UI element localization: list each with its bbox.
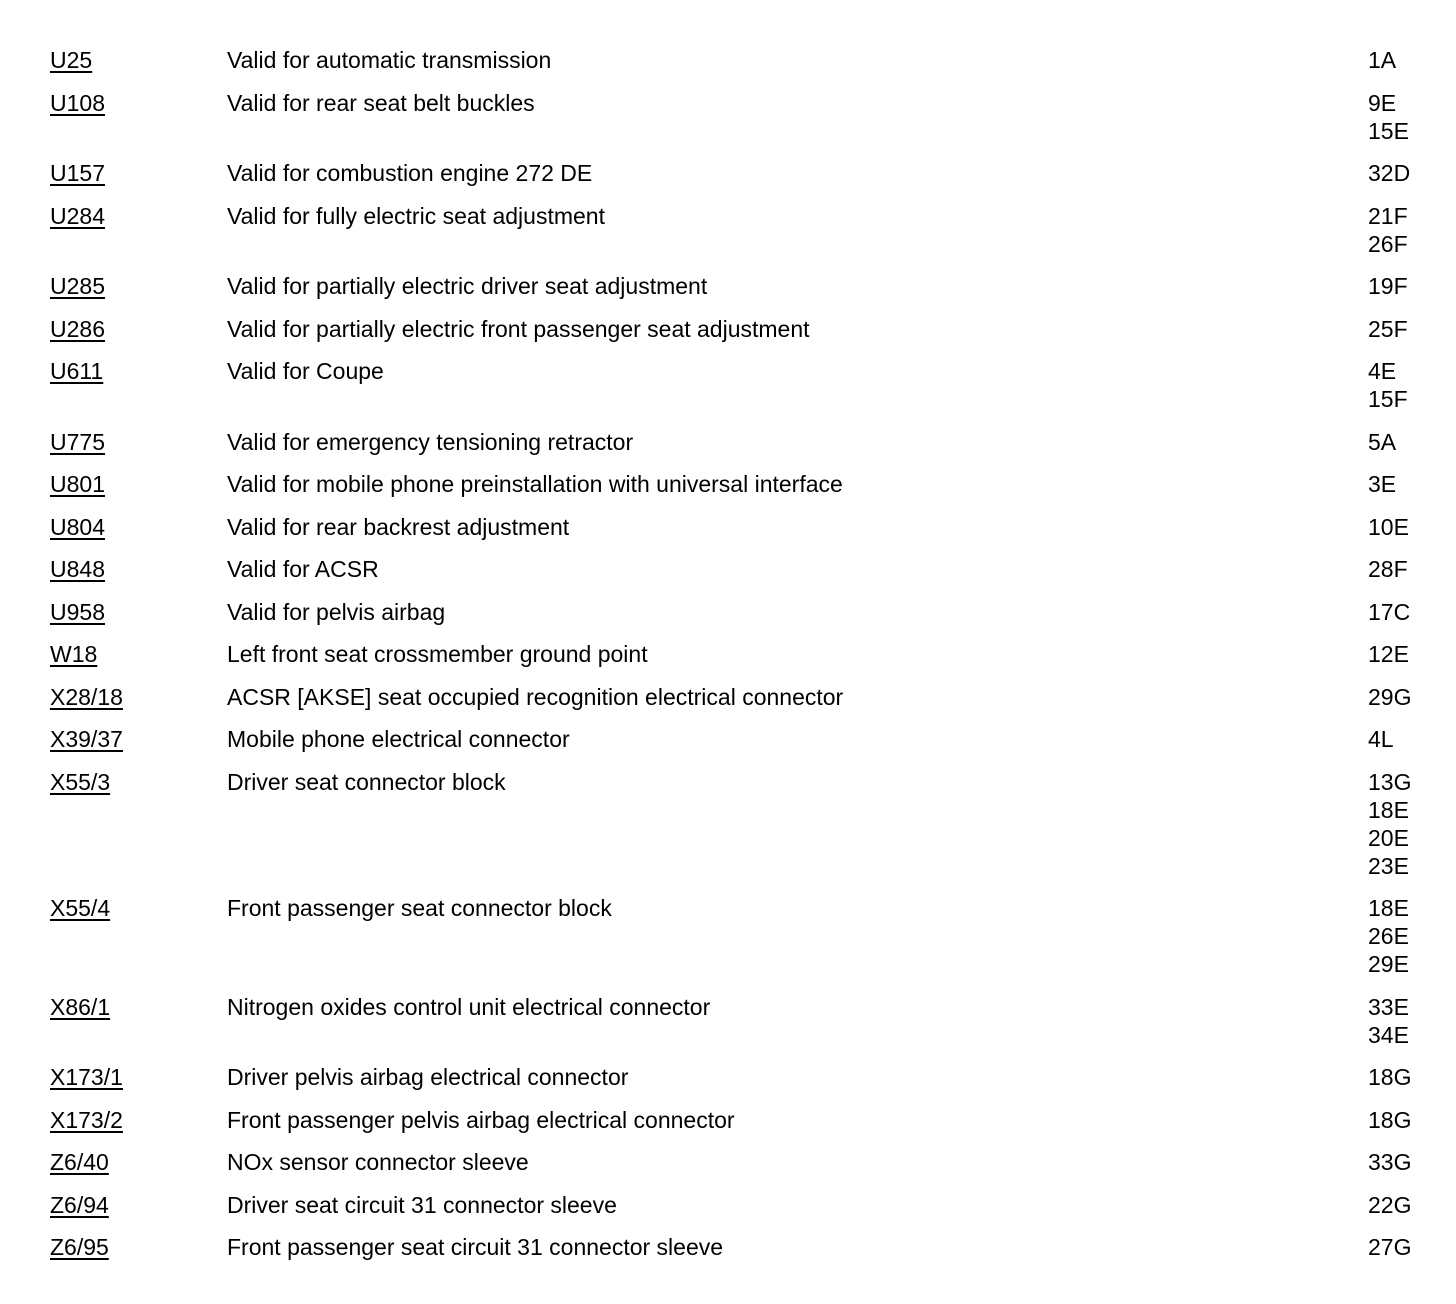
legend-row (50, 159, 1430, 187)
grid-reference-list (1368, 1191, 1430, 1219)
component-code-link[interactable]: U157 (50, 160, 105, 186)
grid-reference: 34E (1368, 1021, 1409, 1048)
grid-reference-list (1368, 315, 1430, 343)
grid-reference: 21F (1368, 202, 1408, 229)
component-description: Valid for partially electric driver seat adjustment (227, 273, 708, 299)
grid-reference: 19F (1368, 273, 1408, 299)
component-description: Valid for ACSR (227, 556, 379, 582)
legend-row (50, 683, 1430, 711)
grid-reference-list (1368, 513, 1430, 541)
component-legend-list (50, 46, 1430, 1276)
grid-reference: 28F (1368, 556, 1408, 582)
component-code-link[interactable]: U848 (50, 556, 105, 582)
component-description: ACSR [AKSE] seat occupied recognition electrical connector (227, 683, 844, 710)
component-code-link[interactable]: X173/2 (50, 1106, 123, 1133)
component-description: Left front seat crossmember ground point (227, 641, 648, 667)
grid-reference: 18E (1368, 895, 1409, 921)
grid-reference-list (1368, 202, 1430, 258)
component-description: Front passenger pelvis airbag electrical connector (227, 1106, 735, 1133)
legend-row (50, 1233, 1430, 1261)
component-code-link[interactable]: U801 (50, 471, 105, 497)
grid-reference-list (1368, 993, 1430, 1049)
legend-row (50, 315, 1430, 343)
grid-reference-list (1368, 768, 1430, 880)
grid-reference: 15F (1368, 386, 1408, 412)
grid-reference: 12E (1368, 641, 1409, 667)
grid-reference-list (1368, 357, 1430, 413)
legend-row (50, 46, 1430, 74)
grid-reference: 22G (1368, 1191, 1412, 1218)
component-code-link[interactable]: X39/37 (50, 726, 123, 752)
grid-reference-list (1368, 46, 1430, 74)
grid-reference: 29E (1368, 951, 1409, 977)
grid-reference: 33E (1368, 993, 1409, 1020)
grid-reference: 4L (1368, 726, 1394, 752)
component-code-link[interactable]: X28/18 (50, 683, 123, 710)
component-description: Valid for rear seat belt buckles (227, 89, 535, 116)
grid-reference-list (1368, 555, 1430, 583)
legend-row (50, 1063, 1430, 1091)
grid-reference: 13G (1368, 768, 1412, 795)
legend-row (50, 894, 1430, 978)
grid-reference-list (1368, 725, 1430, 753)
grid-reference: 15E (1368, 117, 1409, 144)
legend-row (50, 640, 1430, 668)
grid-reference: 17C (1368, 598, 1411, 625)
grid-reference: 26F (1368, 230, 1408, 257)
component-code-link[interactable]: U775 (50, 428, 105, 455)
grid-reference: 29G (1368, 683, 1412, 710)
grid-reference-list (1368, 1063, 1430, 1091)
grid-reference: 1A (1368, 47, 1397, 73)
grid-reference: 18G (1368, 1064, 1412, 1090)
grid-reference-list (1368, 1233, 1430, 1261)
component-description: Valid for Coupe (227, 358, 384, 384)
legend-row (50, 470, 1430, 498)
component-code-link[interactable]: Z6/95 (50, 1234, 109, 1260)
component-code-link[interactable]: U804 (50, 513, 105, 540)
legend-row (50, 1191, 1430, 1219)
legend-row (50, 555, 1430, 583)
component-description: Valid for combustion engine 272 DE (227, 160, 593, 186)
component-code-link[interactable]: X55/4 (50, 895, 111, 921)
grid-reference: 5A (1368, 428, 1397, 455)
component-description: NOx sensor connector sleeve (227, 1149, 529, 1175)
grid-reference: 23E (1368, 852, 1409, 879)
component-description: Valid for automatic transmission (227, 47, 552, 73)
grid-reference-list (1368, 683, 1430, 711)
component-code-link[interactable]: U108 (50, 89, 105, 116)
component-code-link[interactable]: U958 (50, 598, 105, 625)
component-description: Valid for emergency tensioning retractor (227, 428, 634, 455)
component-description: Driver seat circuit 31 connector sleeve (227, 1191, 617, 1218)
component-code-link[interactable]: Z6/94 (50, 1191, 109, 1218)
component-description: Valid for partially electric front passenger seat adjustment (227, 315, 810, 342)
component-code-link[interactable]: U284 (50, 202, 105, 229)
legend-row (50, 357, 1430, 413)
legend-row (50, 89, 1430, 145)
component-code-link[interactable]: X55/3 (50, 768, 111, 795)
legend-row (50, 1148, 1430, 1176)
component-code-link[interactable]: Z6/40 (50, 1149, 109, 1175)
grid-reference: 9E (1368, 89, 1397, 116)
grid-reference: 18G (1368, 1106, 1412, 1133)
legend-row (50, 725, 1430, 753)
component-description: Valid for pelvis airbag (227, 598, 446, 625)
grid-reference: 27G (1368, 1234, 1412, 1260)
component-description: Front passenger seat connector block (227, 895, 612, 921)
grid-reference: 33G (1368, 1149, 1412, 1175)
legend-row (50, 202, 1430, 258)
grid-reference-list (1368, 428, 1430, 456)
grid-reference-list (1368, 598, 1430, 626)
component-code-link[interactable]: U611 (50, 358, 104, 384)
legend-row (50, 598, 1430, 626)
grid-reference: 4E (1368, 358, 1397, 384)
grid-reference: 20E (1368, 824, 1409, 851)
legend-row (50, 513, 1430, 541)
component-code-link[interactable]: W18 (50, 641, 98, 667)
grid-reference: 25F (1368, 315, 1408, 342)
component-description: Mobile phone electrical connector (227, 726, 570, 752)
component-description: Valid for rear backrest adjustment (227, 513, 570, 540)
grid-reference: 3E (1368, 471, 1397, 497)
component-code-link[interactable]: U25 (50, 47, 93, 73)
legend-row (50, 272, 1430, 300)
grid-reference-list (1368, 89, 1430, 145)
component-description: Driver pelvis airbag electrical connector (227, 1064, 629, 1090)
grid-reference: 18E (1368, 796, 1409, 823)
legend-row (50, 768, 1430, 880)
component-description: Valid for fully electric seat adjustment (227, 202, 605, 229)
component-code-link[interactable]: U286 (50, 315, 105, 342)
grid-reference-list (1368, 640, 1430, 668)
component-code-link[interactable]: X86/1 (50, 993, 111, 1020)
component-description: Nitrogen oxides control unit electrical connector (227, 993, 711, 1020)
grid-reference-list (1368, 159, 1430, 187)
legend-row (50, 993, 1430, 1049)
grid-reference-list (1368, 1106, 1430, 1134)
grid-reference-list (1368, 1148, 1430, 1176)
legend-row (50, 428, 1430, 456)
grid-reference: 26E (1368, 923, 1409, 949)
grid-reference: 10E (1368, 513, 1409, 540)
legend-row (50, 1106, 1430, 1134)
grid-reference-list (1368, 894, 1430, 978)
component-code-link[interactable]: U285 (50, 273, 105, 299)
component-code-link[interactable]: X173/1 (50, 1064, 123, 1090)
grid-reference-list (1368, 470, 1430, 498)
grid-reference-list (1368, 272, 1430, 300)
grid-reference: 32D (1368, 160, 1411, 186)
component-description: Valid for mobile phone preinstallation with universal interface (227, 471, 843, 497)
component-description: Driver seat connector block (227, 768, 506, 795)
component-description: Front passenger seat circuit 31 connector sleeve (227, 1234, 724, 1260)
